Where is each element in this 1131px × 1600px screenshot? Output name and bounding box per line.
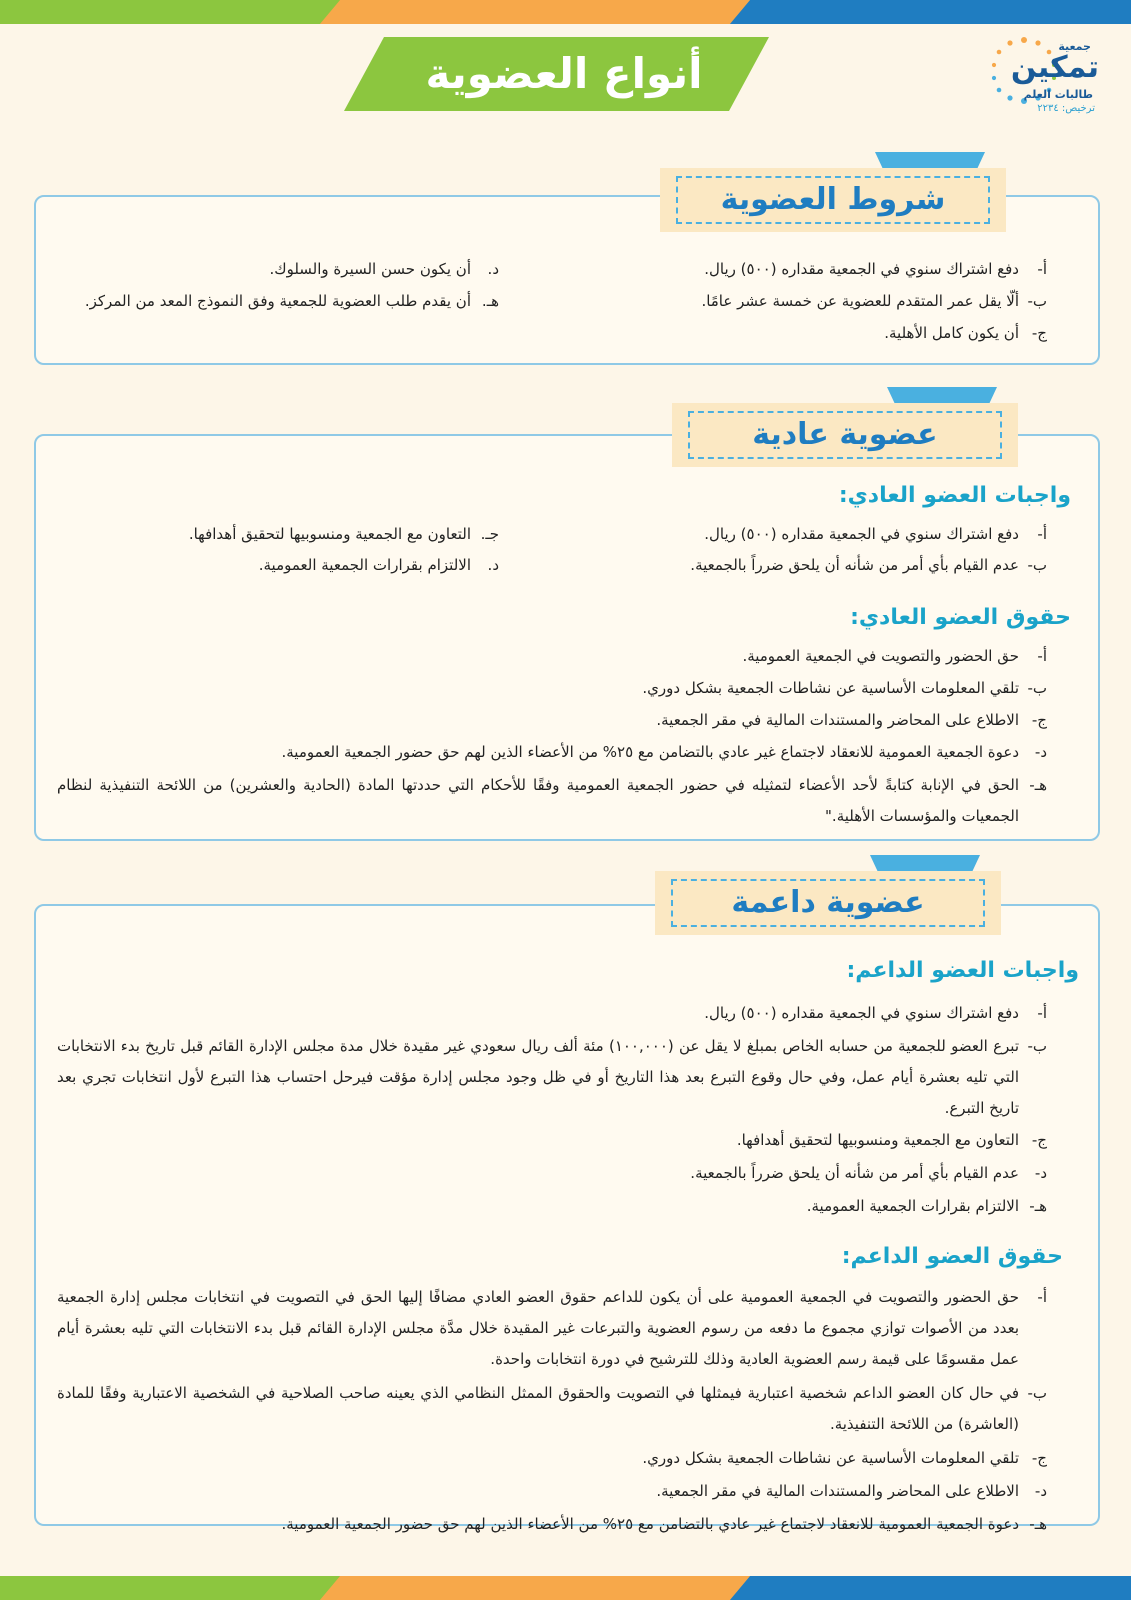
bottom-decorative-stripe: [0, 1576, 1131, 1600]
supporting-rights-heading: حقوق العضو الداعم:: [841, 1244, 1063, 1269]
list-item: هـ-دعوة الجمعية العمومية للانعقاد لاجتماع غير عادي بالتضامن مع ٢٥% من الأعضاء الذين لهم حق حضور الجمعية العمومية.: [281, 1515, 1047, 1533]
conditions-header: [660, 152, 1006, 232]
regular-rights-heading: حقوق العضو العادي:: [850, 605, 1071, 630]
list-item: ج-أن يكون كامل الأهلية.: [884, 324, 1047, 342]
list-item: أ-دفع اشتراك سنوي في الجمعية مقداره (٥٠٠) ريال.: [704, 525, 1047, 543]
list-item: ب-عدم القيام بأي أمر من شأنه أن يلحق ضرراً بالجمعية.: [690, 556, 1047, 574]
logo-subtitle: طالبات العلم: [1023, 88, 1093, 101]
list-item: هـ-الالتزام بقرارات الجمعية العمومية.: [806, 1197, 1047, 1215]
list-item: ج-التعاون مع الجمعية ومنسوبيها لتحقيق أهدافها.: [736, 1131, 1047, 1149]
list-item: أ- حق الحضور والتصويت في الجمعية العمومية على أن يكون للداعم حقوق العضو العادي مضافًا إليها الحق في التصويت في انتخابات مجلس إدارة الجمعية بعدد من الأصوات توازي مجموع ما دفعه من رسوم العضوية والتبرعات غير المقيدة خلال مدَّة مجلس الإدارة القائم قبل بدء الانتخابات التي تليه بعشرة أيام عمل مقسومًا على قيمة رسم العضوية العادية وذلك للترشيح في دورة انتخابات واحدة.: [57, 1288, 1047, 1368]
list-item: ب- في حال كان العضو الداعم شخصية اعتبارية فيمثلها في التصويت والحقوق الممثل النظامي الذي يعينه صاحب الصلاحية في الشخصية الاعتبارية وفقًا للمادة (العاشرة) من اللائحة التنفيذية.: [57, 1384, 1047, 1433]
license-number: ترخيص: ٢٢٣٤: [1037, 103, 1095, 114]
page-title-banner: [344, 37, 784, 111]
list-item: ب- تبرع العضو للجمعية من حسابه الخاص بمبلغ لا يقل عن (١٠٠,٠٠٠) مئة ألف ريال سعودي غير مقيدة خلال مدة مجلس الإدارة القائم قبل تاريخ بدء الانتخابات التي تليه بعشرة أيام عمل، وفي حال وقوع التبرع بعد هذا التاريخ أو في ظل وجود مجلس إدارة مؤقت فيرحل احتساب هذا التبرع لأول انتخابات تجري بعد تاريخ التبرع.: [57, 1037, 1047, 1117]
list-item: ب-ألّا يقل عمر المتقدم للعضوية عن خمسة عشر عامًا.: [701, 292, 1047, 310]
list-item: أ-دفع اشتراك سنوي في الجمعية مقداره (٥٠٠) ريال.: [704, 260, 1047, 278]
association-logo: [988, 30, 1103, 120]
list-item: ج-تلقي المعلومات الأساسية عن نشاطات الجمعية بشكل دوري.: [642, 1449, 1047, 1467]
logo-name: تمكين: [1010, 50, 1099, 85]
list-item: د-دعوة الجمعية العمومية للانعقاد لاجتماع غير عادي بالتضامن مع ٢٥% من الأعضاء الذين لهم حق حضور الجمعية العمومية.: [281, 743, 1047, 761]
list-item: د-الاطلاع على المحاضر والمستندات المالية في مقر الجمعية.: [656, 1482, 1047, 1500]
logo-top-text: جمعية: [1058, 40, 1091, 53]
page-title: أنواع العضوية: [425, 49, 703, 98]
list-item: هـ.أن يقدم طلب العضوية للجمعية وفق النموذج المعد من المركز.: [84, 292, 499, 310]
regular-membership-heading: عضوية عادية: [752, 417, 938, 452]
supporting-membership-header: [655, 855, 1001, 935]
list-item: ب-تلقي المعلومات الأساسية عن نشاطات الجمعية بشكل دوري.: [642, 679, 1047, 697]
conditions-heading: شروط العضوية: [720, 182, 946, 217]
list-item: أ-حق الحضور والتصويت في الجمعية العمومية.: [742, 647, 1047, 665]
supporting-membership-heading: عضوية داعمة: [731, 885, 925, 920]
regular-membership-header: [672, 387, 1018, 467]
list-item: أ-دفع اشتراك سنوي في الجمعية مقداره (٥٠٠) ريال.: [704, 1004, 1047, 1022]
list-item: د.أن يكون حسن السيرة والسلوك.: [269, 260, 499, 278]
regular-duties-heading: واجبات العضو العادي:: [838, 483, 1071, 508]
list-item: جـ.التعاون مع الجمعية ومنسوبيها لتحقيق أهدافها.: [188, 525, 499, 543]
list-item: ج-الاطلاع على المحاضر والمستندات المالية في مقر الجمعية.: [656, 711, 1047, 729]
list-item: د-عدم القيام بأي أمر من شأنه أن يلحق ضرراً بالجمعية.: [690, 1164, 1047, 1182]
list-item: د.الالتزام بقرارات الجمعية العمومية.: [258, 556, 499, 574]
list-item: هـ- الحق في الإنابة كتابةً لأحد الأعضاء لتمثيله في حضور الجمعية العمومية وفقًا للأحكام التي حددتها المادة (الحادية والعشرين) من اللائحة التنفيذية لنظام الجمعيات والمؤسسات الأهلية.": [57, 776, 1047, 825]
supporting-duties-heading: واجبات العضو الداعم:: [846, 958, 1079, 983]
top-decorative-stripe: [0, 0, 1131, 24]
